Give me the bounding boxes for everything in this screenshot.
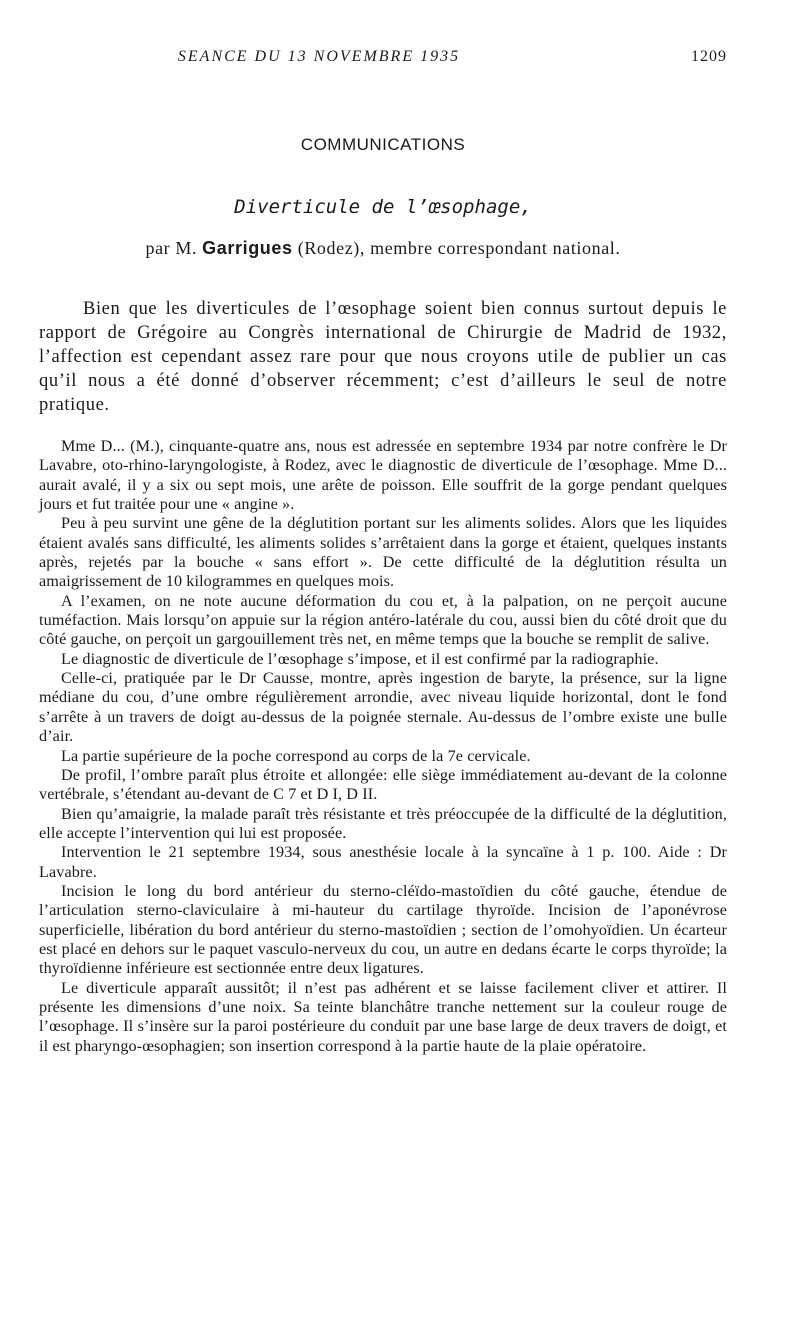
byline xyxy=(39,238,727,259)
intro-section xyxy=(39,297,727,417)
byline-suffix: (Rodez), membre correspondant national. xyxy=(297,238,621,258)
body-paragraph: A l’examen, on ne note aucune déformation du cou et, à la palpation, on ne perçoit aucune tuméfaction. Mais lorsqu’on appuie sur la région antéro-latérale du cou, aussi bien du côté droit que du côté gauche, on perçoit un gargouillement très net, en même temps que la bouche se remplit de salive. xyxy=(39,591,727,649)
page-number: 1209 xyxy=(691,48,727,65)
body-paragraph: Mme D... (M.), cinquante-quatre ans, nous est adressée en septembre 1934 par notre confrère le Dr Lavabre, oto-rhino-laryngologiste, à Rodez, avec le diagnostic de diverticule de l’œsophage. Mme D... aurait avalé, il y a six ou sept mois, une arête de poisson. Elle souffrit de la gorge pendant quelques jours et fut traitée pour une « angine ». xyxy=(39,437,727,514)
running-title: SEANCE DU 13 NOVEMBRE 1935 xyxy=(177,48,461,65)
body-paragraph: Intervention le 21 septembre 1934, sous anesthésie locale à la syncaïne à 1 p. 100. Aide : Dr Lavabre. xyxy=(39,843,727,881)
body-paragraph: Incision le long du bord antérieur du sterno-cléïdo-mastoïdien du côté gauche, étendue de l’articulation sterno-claviculaire à mi-hauteur du cartilage thyroïde. Incision de l’aponévrose superficielle, libération du bord antérieur du sterno-mastoïdien ; section de l’omohyoïdien. Un écarteur est placé en dehors sur le paquet vasculo-nerveux du cou, un autre en dedans écarte le corps thyroïde; la thyroïdienne inférieure est sectionnée entre deux ligatures. xyxy=(39,881,727,978)
article-title: Diverticule de l’œsophage, xyxy=(234,196,532,218)
author-name: Garrigues xyxy=(202,238,293,258)
body-paragraph: Celle-ci, pratiquée par le Dr Causse, montre, après ingestion de baryte, la présence, sur la ligne médiane du cou, d’une ombre régulièrement arrondie, avec niveau liquide horizontal, dont le fond s’arrête à un travers de doigt au-dessus de la poignée sternale. Au-dessus de l’ombre existe une bulle d’air. xyxy=(39,669,727,746)
intro-paragraph: Bien que les diverticules de l’œsophage soient bien connus surtout depuis le rapport de Grégoire au Congrès international de Chirurgie de Madrid de 1932, l’affection est cependant assez rare pour que nous croyons utile de publier un cas qu’il nous a été donné d’observer récemment; c’est d’ailleurs le seul de notre pratique. xyxy=(39,299,727,415)
body-paragraph: Peu à peu survint une gêne de la déglutition portant sur les aliments solides. Alors que les liquides étaient avalés sans difficulté, les aliments solides s’arrêtaient dans la gorge et étaient, quelques instants après, rejetés par la bouche « sans effort ». De cette difficulté de la déglutition résulta un amaigrissement de 10 kilogrammes en quelques mois. xyxy=(39,514,727,591)
byline-prefix: par M. xyxy=(145,238,198,258)
body-paragraph: De profil, l’ombre paraît plus étroite et allongée: elle siège immédiatement au-devant de la colonne vertébrale, s’étendant au-devant de C 7 et D I, D II. xyxy=(39,765,727,804)
body-paragraph: La partie supérieure de la poche correspond au corps de la 7e cervicale. xyxy=(61,746,531,765)
body-paragraph: Bien qu’amaigrie, la malade paraît très résistante et très préoccupée de la difficulté de la déglutition, elle accepte l’intervention qui lui est proposée. xyxy=(39,804,727,842)
body-paragraph: Le diagnostic de diverticule de l’œsophage s’impose, et il est confirmé par la radiographie. xyxy=(61,649,659,668)
running-header xyxy=(39,48,727,72)
section-title: COMMUNICATIONS xyxy=(300,135,466,154)
body-paragraph: Le diverticule apparaît aussitôt; il n’est pas adhérent et se laisse facilement cliver et attirer. Il présente les dimensions d’une noix. Sa teinte blanchâtre tranche nettement sur la couleur rouge de l’œsophage. Il s’insère sur la paroi postérieure du conduit par une base large de deux travers de doigt, et il est pharyngo-œsophagien; son insertion correspond à la partie haute de la plaie opératoire. xyxy=(39,978,727,1055)
case-report-body xyxy=(39,437,727,1056)
